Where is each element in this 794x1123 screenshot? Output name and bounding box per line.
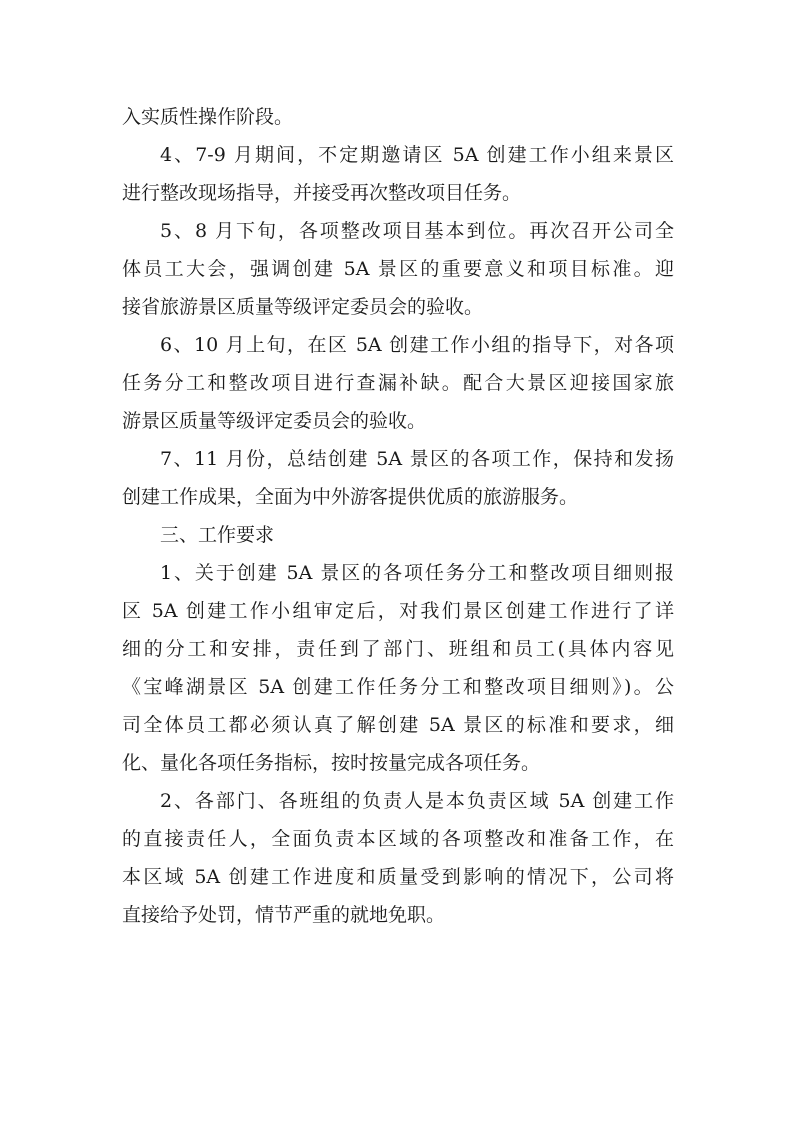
text-line: 本区域 5A 创建工作进度和质量受到影响的情况下，公司将 [122,866,674,888]
text-line: 创建工作成果，全面为中外游客提供优质的旅游服务。 [122,486,579,508]
text-line: 2、各部门、各班组的负责人是本负责区域 5A 创建工作 [160,790,674,812]
text-line: 4、7-9 月期间，不定期邀请区 5A 创建工作小组来景区 [160,144,674,166]
paragraph-requirement-1 [122,554,674,782]
text-line: 进行整改现场指导，并接受再次整改项目任务。 [122,182,522,204]
text-line: 直接给予处罚，情节严重的就地免职。 [122,904,446,926]
text-line: 化、量化各项任务指标，按时按量完成各项任务。 [122,752,541,774]
section-heading-work-requirements [122,516,674,554]
text-line: 任务分工和整改项目进行查漏补缺。配合大景区迎接国家旅 [122,372,674,394]
heading-text: 三、工作要求 [160,524,275,546]
paragraph-requirement-2 [122,782,674,934]
text-line: 游景区质量等级评定委员会的验收。 [122,410,427,432]
text-line: 5、8 月下旬，各项整改项目基本到位。再次召开公司全 [160,220,674,242]
text-line: 6、10 月上旬，在区 5A 创建工作小组的指导下，对各项 [160,334,674,356]
paragraph-schedule-item-5 [122,212,674,326]
paragraph-continuation [122,98,674,136]
paragraph-schedule-item-4 [122,136,674,212]
text-line: 体员工大会，强调创建 5A 景区的重要意义和项目标准。迎 [122,258,674,280]
text-line: 入实质性操作阶段。 [122,106,294,128]
paragraph-schedule-item-7 [122,440,674,516]
text-line: 接省旅游景区质量等级评定委员会的验收。 [122,296,484,318]
text-line: 的直接责任人，全面负责本区域的各项整改和准备工作，在 [122,828,674,850]
text-line: 区 5A 创建工作小组审定后，对我们景区创建工作进行了详 [122,600,674,622]
text-line: 《宝峰湖景区 5A 创建工作任务分工和整改项目细则》)。公 [122,676,674,698]
text-line: 细的分工和安排，责任到了部门、班组和员工(具体内容见 [122,638,674,660]
text-line: 7、11 月份，总结创建 5A 景区的各项工作，保持和发扬 [160,448,674,470]
document-body [122,98,674,934]
text-line: 1、关于创建 5A 景区的各项任务分工和整改项目细则报 [160,562,674,584]
paragraph-schedule-item-6 [122,326,674,440]
text-line: 司全体员工都必须认真了解创建 5A 景区的标准和要求，细 [122,714,674,736]
